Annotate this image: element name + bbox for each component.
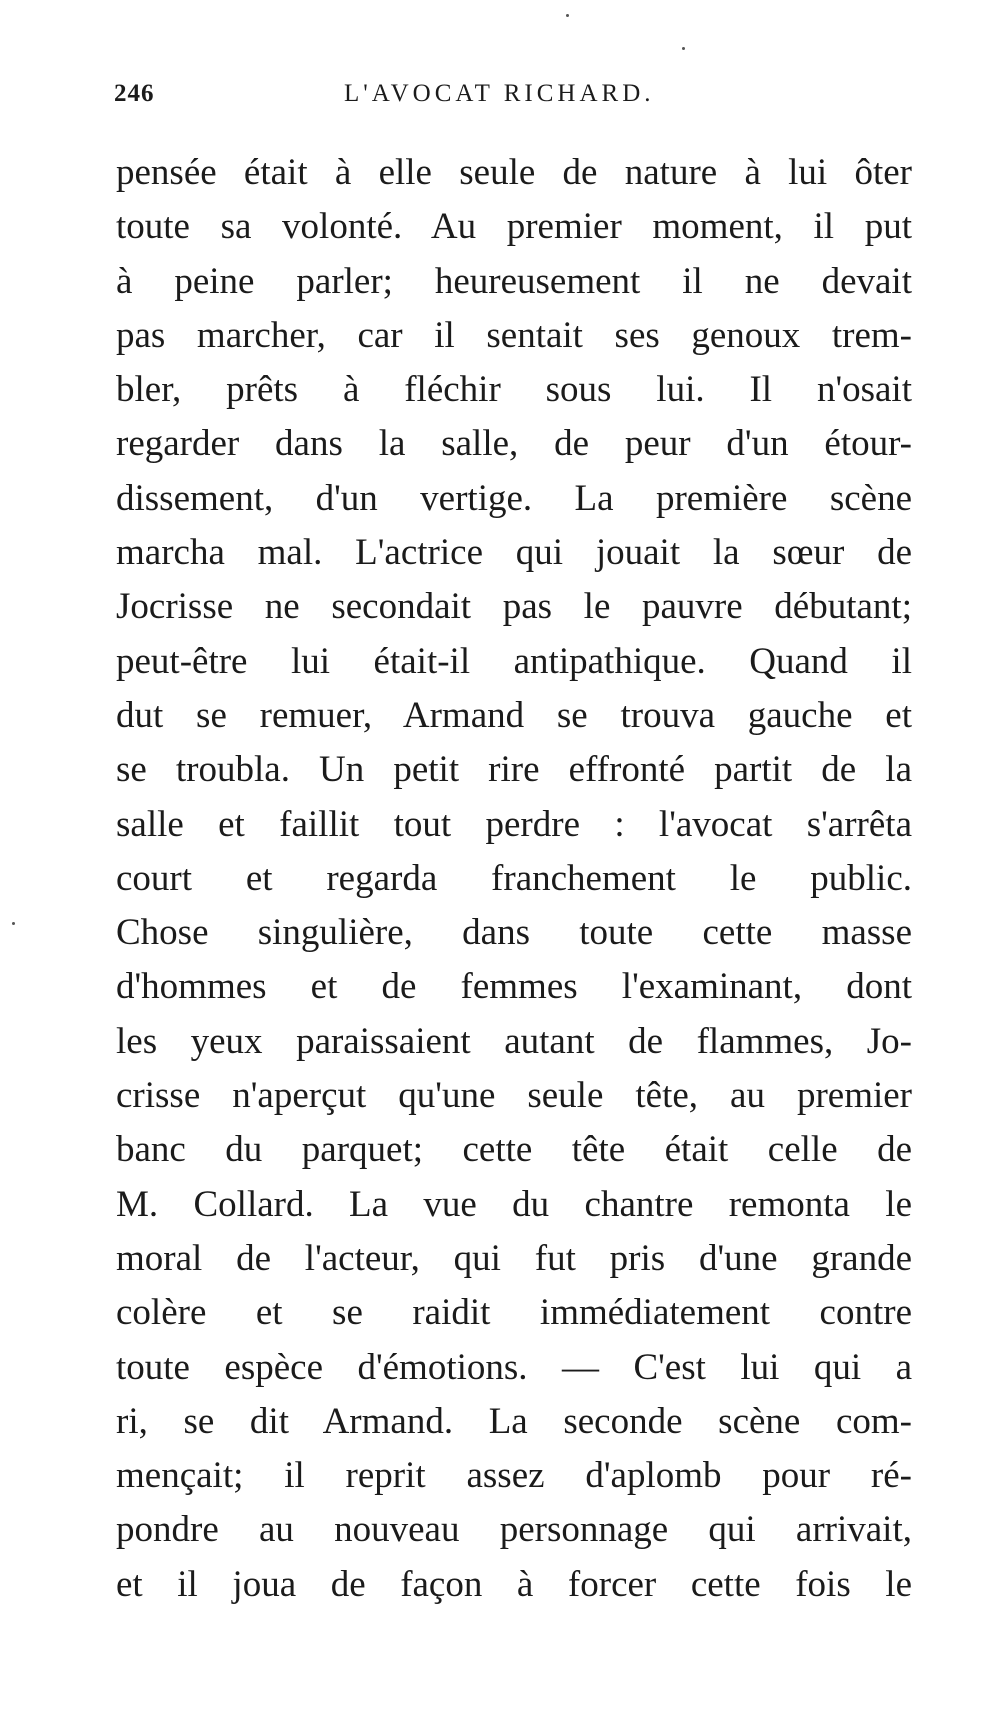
text-line: dut se remuer, Armand se trouva gauche et <box>116 694 912 736</box>
text-line: salle et faillit tout perdre : l'avocat s'arrêta <box>116 803 912 845</box>
text-line: se troubla. Un petit rire effronté partit de la <box>116 749 912 791</box>
page-number: 246 <box>114 80 155 107</box>
page-header <box>114 80 914 120</box>
text-line: toute espèce d'émotions. — C'est lui qui a <box>116 1346 912 1388</box>
text-line: regarder dans la salle, de peur d'un étour- <box>116 423 912 465</box>
text-line: marcha mal. L'actrice qui jouait la sœur de <box>116 532 912 574</box>
text-line: bler, prêts à fléchir sous lui. Il n'osait <box>116 369 912 411</box>
text-line: les yeux paraissaient autant de flammes, Jo- <box>116 1020 912 1062</box>
body-text <box>116 146 912 1612</box>
text-line: Chose singulière, dans toute cette masse <box>116 912 912 954</box>
text-line: pensée était à elle seule de nature à lui ôter <box>116 152 912 193</box>
text-line: dissement, d'un vertige. La première scène <box>116 477 912 519</box>
text-line: banc du parquet; cette tête était celle de <box>116 1129 912 1171</box>
text-line: colère et se raidit immédiatement contre <box>116 1292 912 1334</box>
text-line: d'hommes et de femmes l'examinant, dont <box>116 966 912 1008</box>
text-line: et il joua de façon à forcer cette fois le <box>116 1563 912 1605</box>
text-line: ri, se dit Armand. La seconde scène com- <box>116 1400 912 1442</box>
text-line: peut-être lui était-il antipathique. Quand il <box>116 640 912 682</box>
text-line: crisse n'aperçut qu'une seule tête, au premier <box>116 1075 912 1117</box>
text-line: moral de l'acteur, qui fut pris d'une grande <box>116 1237 912 1279</box>
paper-speck <box>682 47 685 50</box>
text-line: mençait; il reprit assez d'aplomb pour ré- <box>116 1455 912 1497</box>
text-line: à peine parler; heureusement il ne devait <box>116 260 912 302</box>
text-line: pas marcher, car il sentait ses genoux trem- <box>116 314 912 356</box>
text-line: Jocrisse ne secondait pas le pauvre débutant; <box>116 586 912 628</box>
paper-speck <box>566 14 569 17</box>
paper-speck <box>12 922 15 925</box>
text-line: M. Collard. La vue du chantre remonta le <box>116 1183 912 1225</box>
text-line: court et regarda franchement le public. <box>116 857 912 899</box>
text-line: toute sa volonté. Au premier moment, il put <box>116 206 912 248</box>
text-line: pondre au nouveau personnage qui arrivait, <box>116 1509 912 1551</box>
running-title: L'AVOCAT RICHARD. <box>344 80 655 107</box>
